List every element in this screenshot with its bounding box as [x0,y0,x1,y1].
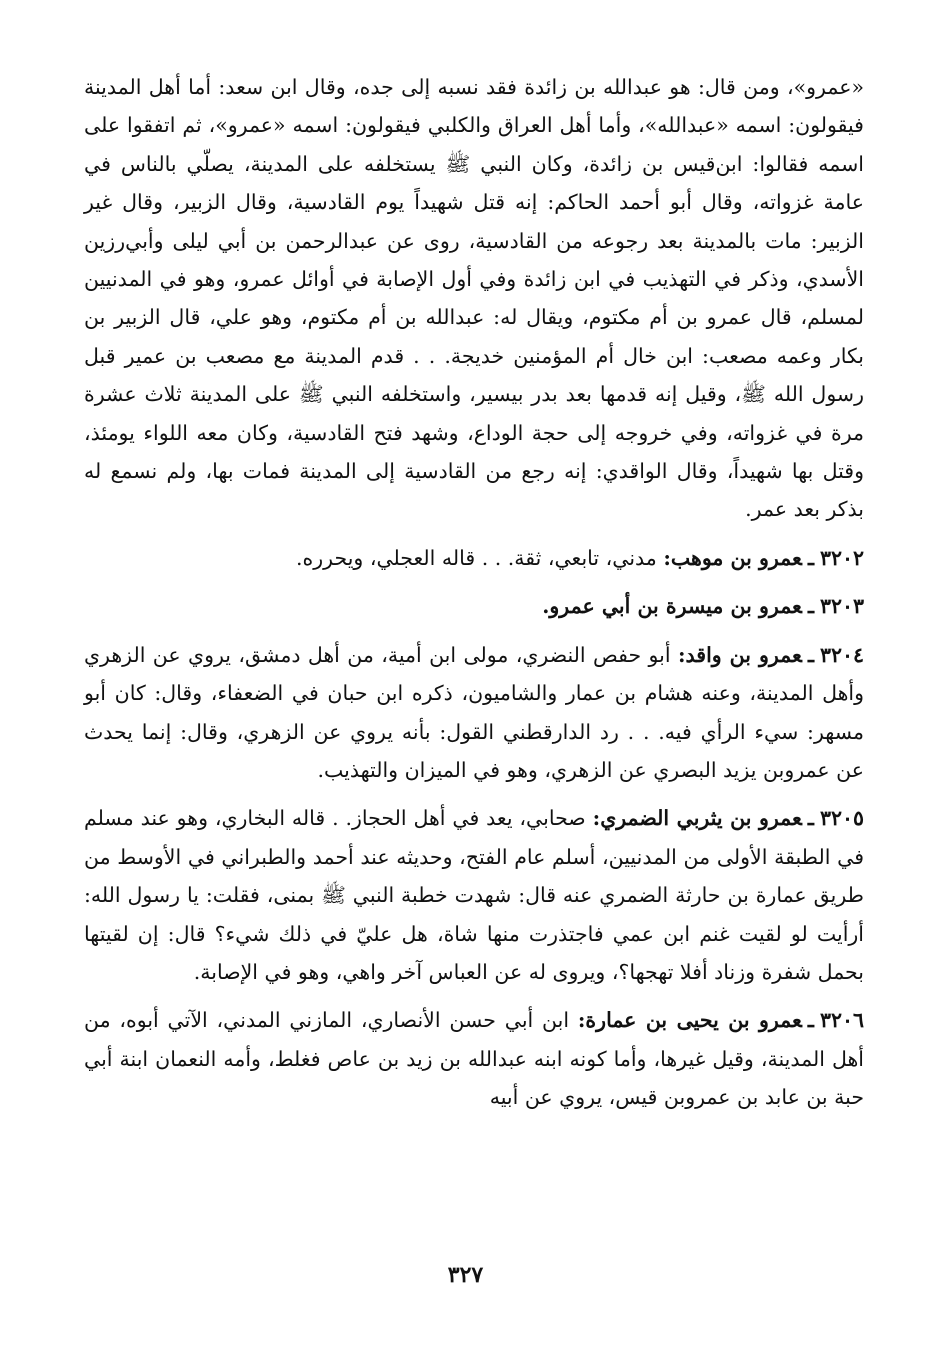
entry-number: ٣٢٠٤ [819,642,864,667]
entry-3205 [84,799,864,991]
entry-name: عمرو بن يثربي الضمري: [592,806,802,831]
entry-3202 [84,539,864,577]
entry-text: صحابي، يعد في أهل الحجاز. . قاله البخاري، وهو عند مسلم في الطبقة الأولى من المدنيين، أسلم عام الفتح، وحديثه عند أحمد والطبراني في الأوسط من طريق عمارة بن حارثة الضمري عنه قال: شهدت خطبة النبي ﷺ بمنى، فقلت: يا رسول الله: أرأيت لو لقيت غنم ابن عمي فاجتذرت منها شاة، هل عليّ في ذلك شيء؟ قال: إن لقيتها بحمل شفرة وزناد أفلا تهجها؟، ويروى له عن العباس آخر واهي، وهو في الإصابة. [84,806,864,984]
page-body [84,68,864,1117]
entry-dash: ـ [807,642,814,667]
entry-number: ٣٢٠٦ [819,1008,864,1033]
entry-name: عمرو بن ميسرة بن أبي عمرو. [542,594,802,619]
entry-text: ابن أبي حسن الأنصاري، المازني المدني، الآتي أبوه، من أهل المدينة، وقيل غيرها، وأما كونه ابنه عبدالله بن زيد بن عاص فغلط، وأمه النعمان ابنة أبي حبة بن عابد بن عمروبن قيس، يروي عن أبيه [84,1008,864,1110]
entry-text: مدني، تابعي، ثقة. . . قاله العجلي، ويحرره. [296,545,657,570]
entry-dash: ـ [807,1008,814,1033]
page-number: ٣٢٧ [447,1262,484,1288]
entry-name: عمرو بن موهب: [663,545,802,570]
continuation-paragraph: «عمرو»، ومن قال: هو عبدالله بن زائدة فقد نسبه إلى جده، وقال ابن سعد: أما أهل المدينة فيقولون: اسمه «عبدالله»، وأما أهل العراق والكلبي فيقولون: اسمه «عمرو»، ثم اتفقوا على اسمه فقالوا: ابن‌قيس بن زائدة، وكان النبي ﷺ يستخلفه على المدينة، يصلّي بالناس في عامة غزواته، وقال أبو أحمد الحاكم: إنه قتل شهيداً يوم القادسية، وقال الزبير، وقال غير الزبير: مات بالمدينة بعد رجوعه من القادسية، روى عن عبدالرحمن بن أبي ليلى وأبي‌رزين الأسدي، وذكر في التهذيب في ابن زائدة وفي أول الإصابة في أوائل عمرو، وهو في المدنيين لمسلم، قال عمرو بن أم مكتوم، ويقال له: عبدالله بن أم مكتوم، وهو علي، قال الزبير بن بكار وعمه مصعب: ابن خال أم المؤمنين خديجة. . . قدم المدينة مع مصعب بن عمير قبل رسول الله ﷺ، وقيل إنه قدمها بعد بدر بيسير، واستخلفه النبي ﷺ على المدينة ثلاث عشرة مرة في غزواته، وفي خروجه إلى حجة الوداع، وشهد فتح القادسية، وكان معه اللواء يومئذ، وقتل بها شهيداً، وقال الواقدي: إنه رجع من القادسية إلى المدينة فمات بها، ولم نسمع له بذكر بعد عمر. [84,75,864,522]
entry-number: ٣٢٠٥ [819,806,864,831]
entry-dash: ـ [807,806,814,831]
entry-dash: ـ [807,545,814,570]
entry-dash: ـ [807,594,814,619]
entry-name: عمرو بن يحيى بن عمارة: [577,1008,802,1033]
entry-3204 [84,636,864,790]
entry-3206 [84,1001,864,1116]
entry-name: عمرو بن واقد: [677,642,802,667]
entry-text: أبو حفص النضري، مولى ابن أمية، من أهل دمشق، يروي عن الزهري وأهل المدينة، وعنه هشام بن عمار والشاميون، ذكره ابن حبان في الضعفاء، وقال: كان أبو مسهر: سيء الرأي فيه. . . رد الدارقطني القول: بأنه يروي عن الزهري، وقال: إنما يحدث عن عمروبن يزيد البصري عن الزهري، وهو في الميزان والتهذيب. [84,642,864,782]
entry-number: ٣٢٠٣ [819,594,864,619]
entry-3203 [84,587,864,625]
entry-number: ٣٢٠٢ [819,545,864,570]
